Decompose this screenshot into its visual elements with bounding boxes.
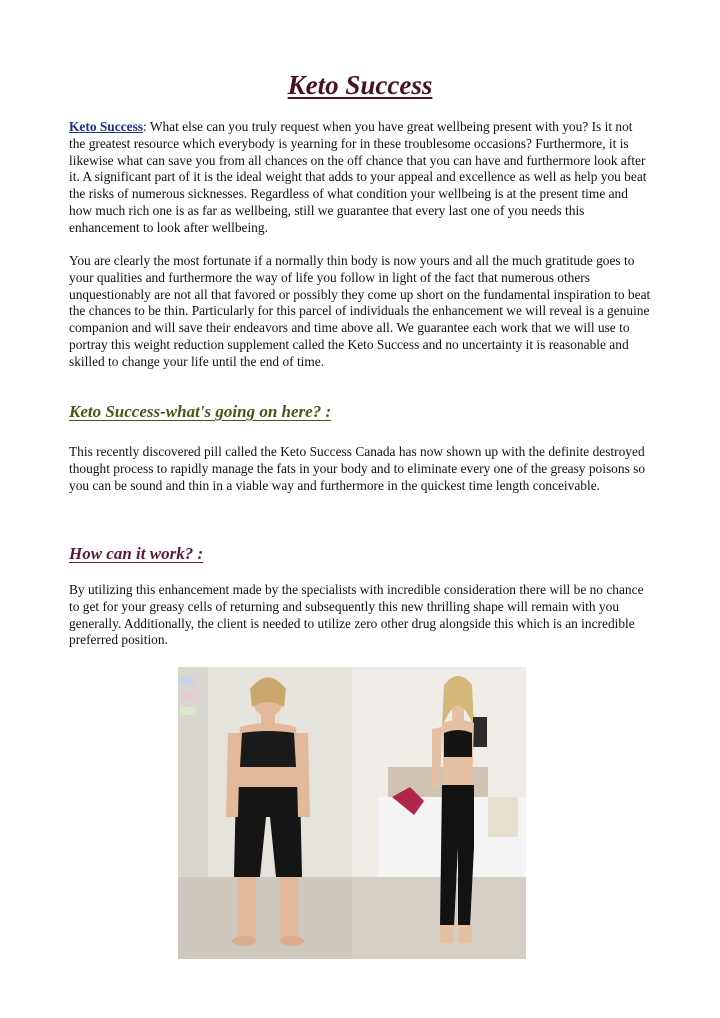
section-heading-how-it-works: How can it work? : bbox=[69, 544, 204, 563]
intro-paragraph bbox=[69, 119, 651, 237]
intro-text: : What else can you truly request when you have great wellbeing present with you? Is it not the greatest resource which everybody is yearning for in these troublesome occasions? Furthermore, it is likewise what can save you from all chances on the off chance that you can have and furthermore look after it. A significant part of it is the ideal weight that adds to your appeal and excellence as well as help you beat the risks of numerous sicknesses. Regardless of what condition your wellbeing is at the present time and how much rich one is as far as wellbeing, still we guarantee that every last one of you needs this enhancement to look after wellbeing. bbox=[69, 119, 647, 235]
section-heading-whats-going-on: Keto Success-what's going on here? : bbox=[69, 402, 332, 421]
section2-paragraph: By utilizing this enhancement made by the specialists with incredible consideration there will be no chance to get for your greasy cells of returning and subsequently this new thrilling shape will remain with you generally. Additionally, the client is needed to utilize zero other drug alongside this which is an incredible preferred position. bbox=[69, 582, 644, 648]
before-after-photo bbox=[178, 667, 526, 959]
second-paragraph: You are clearly the most fortunate if a normally thin body is now yours and all the much gratitude goes to your qualities and furthermore the way of life you follow in light of the fact that numerous others unquestionably are not all that favored or possibly they come up short on the fundamental inspiration to beat the chances to be thin. Particularly for this parcel of individuals the enhancement we will reveal is a genuine companion and will save their endeavors and time above all. We guarantee each work that we will use to portray this weight reduction supplement called the Keto Success and no uncertainty it is reasonable and skilled to change your life until the end of time. bbox=[69, 253, 651, 369]
keto-success-link[interactable]: Keto Success bbox=[69, 119, 144, 134]
page-title: Keto Success bbox=[287, 70, 433, 100]
section1-paragraph: This recently discovered pill called the Keto Success Canada has now shown up with the definite destroyed thought process to rapidly manage the fats in your body and to eliminate every one of the greasy poisons so you can be sound and thin in a viable way and furthermore in the quickest time length conceivable. bbox=[69, 444, 646, 493]
